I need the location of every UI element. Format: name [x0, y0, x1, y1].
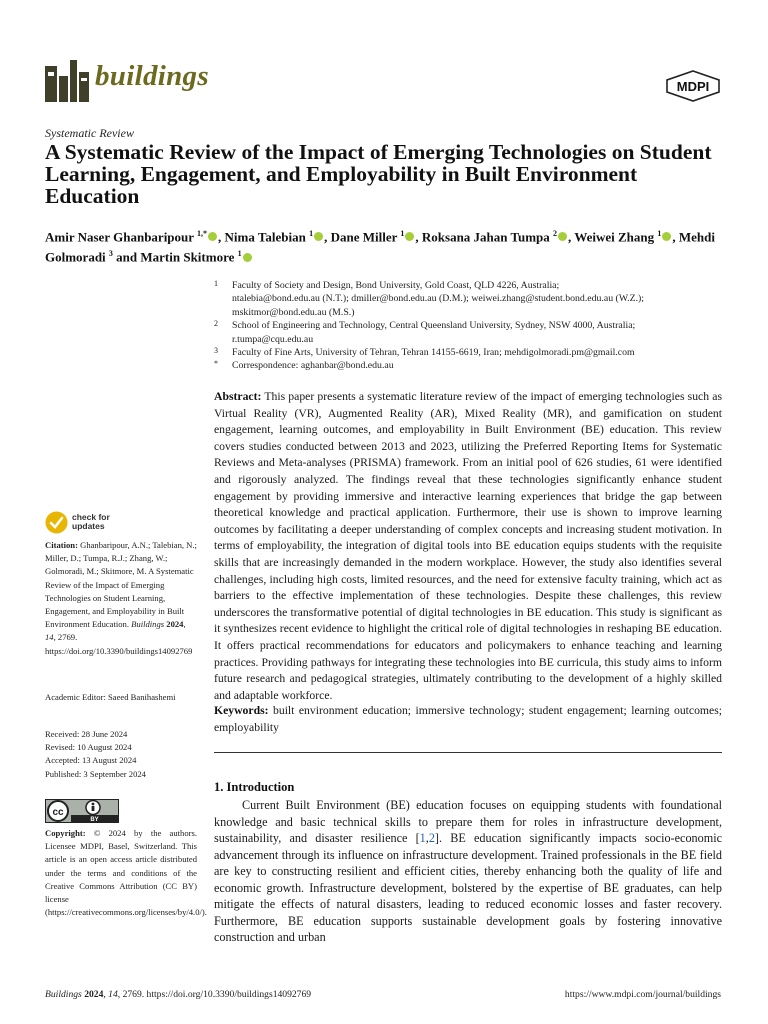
footer-year: 2024	[84, 989, 104, 1000]
academic-editor: Academic Editor: Saeed Banihashemi	[45, 692, 176, 702]
keywords-text: built environment education; immersive technology; student engagement; learning outcomes; employability	[214, 704, 723, 734]
author-name: Nima Talebian	[224, 229, 306, 245]
reference-separator: ,	[425, 831, 429, 845]
revised-date: Revised: 10 August 2024	[45, 742, 132, 753]
affiliation-marker: 3	[214, 346, 218, 356]
cc-by-label: BY	[90, 817, 99, 823]
intro-text-part-1: Current Built Environment (BE) education focuses on equipping students with foundational knowledge and basic technical skills to prepare them for roles in infrastructure development, sustainability, and disaster resilience [	[214, 798, 722, 845]
citation-journal: Buildings	[131, 619, 165, 630]
orcid-icon[interactable]	[314, 232, 323, 241]
affiliation-line: r.tumpa@cqu.edu.au	[232, 333, 314, 345]
introduction-paragraph	[214, 797, 722, 946]
accepted-date: Accepted: 13 August 2024	[45, 755, 137, 766]
affiliations	[214, 279, 714, 373]
author-name: Dane Miller	[330, 229, 398, 245]
copyright-label: Copyright:	[45, 828, 86, 838]
footer-citation: Buildings 2024, 14, 2769. https://doi.org/10.3390/buildings14092769	[45, 989, 312, 1000]
affiliation-item	[214, 359, 714, 372]
author-name: Roksana Jahan Tumpa	[421, 229, 550, 245]
article-type: Systematic Review	[45, 126, 134, 140]
citation-year: 2024	[166, 619, 184, 630]
orcid-icon[interactable]	[405, 232, 414, 241]
svg-text:MDPI: MDPI	[676, 79, 710, 94]
citation-volume: 14	[45, 632, 54, 643]
reference-link-1[interactable]: 1	[419, 831, 426, 845]
check-updates-line-1: check for	[72, 512, 110, 522]
author-separator: ,	[415, 229, 422, 245]
author-separator: ,	[218, 229, 225, 245]
reference-link-2[interactable]: 2	[428, 831, 435, 845]
affiliation-line: mskitmor@bond.edu.au (M.S.)	[232, 306, 355, 318]
publication-dates	[45, 728, 197, 781]
author-separator: and	[112, 249, 141, 265]
affiliation-marker: 2	[214, 319, 218, 329]
orcid-icon[interactable]	[558, 232, 567, 241]
abstract	[214, 389, 722, 704]
affiliation-item	[214, 319, 714, 346]
abstract-text: This paper presents a systematic literature review of the impact of emerging technologies such as Virtual Reality (VR), Augmented Reality (AR), Mixed Reality (MR), and gamification on student engagement, learning outcomes, and employability in Built Environment (BE) education. This review covers studies conducted between 2013 and 2023, utilizing the Preferred Reporting Items for Systematic Reviews and Meta-analyses (PRISMA) framework. From an initial pool of 626 studies, 61 were identified and rigorously analyzed. The findings reveal that these technologies significantly enhance student engagement by providing immersive and interactive learning experiences that bridge the gap between theoretical knowledge and practical application. Furthermore, their use is shown to improve learning outcomes by facilitating a deeper understanding of complex concepts and increasing student motivation. In terms of employability, the integration of digital tools into BE education equips students with the requisite skills that are increasingly demanded in the modern workplace. However, the study also identifies several challenges, including high costs, limited resources, and the need for extensive faculty training, which act as barriers to the effective implementation of these technologies. Despite these challenges, this review underscores the transformative potential of digital technologies in BE education. This study is significant as it synthesizes recent evidence to highlight the critical role of digital technologies in reshaping BE education. It offers practical recommendations for educators and policymakers to enhance teaching and learning practices. Providing pathways for integrating these technologies into BE curricula, this study aims to inform future research and pedagogical strategies, ultimately contributing to the development of a highly skilled and adaptable workforce.	[214, 390, 722, 702]
check-for-updates-button[interactable]	[45, 511, 125, 535]
author-affiliation-marker: 1	[657, 229, 662, 238]
received-date: Received: 28 June 2024	[45, 729, 128, 739]
journal-name: buildings	[95, 60, 209, 92]
footer-journal-url[interactable]: https://www.mdpi.com/journal/buildings	[564, 989, 721, 1000]
affiliation-item	[214, 279, 714, 319]
author-name: Martin Skitmore	[140, 249, 235, 265]
affiliation-item	[214, 346, 714, 359]
affiliation-marker: 1	[214, 279, 218, 288]
affiliation-line: School of Engineering and Technology, Central Queensland University, Sydney, NSW 4000, Australia;	[232, 320, 636, 332]
author-affiliation-marker: 1,*	[197, 229, 208, 238]
check-updates-icon	[45, 511, 68, 534]
keywords-label: Keywords:	[214, 704, 269, 717]
divider	[214, 752, 722, 753]
keywords	[214, 703, 722, 736]
footer-volume: 14	[108, 989, 118, 1000]
author-list	[45, 225, 735, 266]
footer-doi[interactable]: , 2769. https://doi.org/10.3390/buildings14092769	[117, 989, 312, 1000]
affiliation-marker: *	[214, 359, 218, 369]
affiliation-line: Faculty of Society and Design, Bond University, Gold Coast, QLD 4226, Australia;	[232, 280, 560, 291]
author-name: Amir Naser Ghanbaripour	[45, 229, 194, 245]
author-separator: ,	[568, 229, 575, 245]
published-date: Published: 3 September 2024	[45, 768, 146, 779]
citation-block: Citation: Ghanbaripour, A.N.; Talebian, N.; Miller, D.; Tumpa, R.J.; Zhang, W.; Golmoradi, M.; Skitmore, M. A Systematic Review of the Impact of Emerging Technologies on Student Learning, Engagement, and Employability in Built Environment Education. Buildings 2024, 14, 2769. https://doi.org/10.3390/buildings14092769	[45, 540, 197, 656]
author-name: Mehdi Golmoradi	[45, 229, 716, 265]
svg-text:cc: cc	[52, 807, 64, 818]
author-separator: ,	[324, 229, 331, 245]
citation-label: Citation:	[45, 540, 78, 550]
footer-journal: Buildings	[45, 989, 82, 1000]
author-affiliation-marker: 1	[309, 229, 314, 238]
check-updates-line-2: updates	[72, 521, 105, 531]
author-affiliation-marker: 3	[108, 249, 113, 259]
author-affiliation-marker: 2	[553, 229, 558, 238]
cc-by-license-icon[interactable]	[45, 799, 119, 823]
affiliation-line: Faculty of Fine Arts, University of Tehran, Tehran 14155-6619, Iran; mehdigolmoradi.pm@gmail.com	[232, 347, 635, 359]
orcid-icon[interactable]	[243, 253, 252, 262]
author-affiliation-marker: 1	[237, 249, 242, 259]
citation-text: Ghanbaripour, A.N.; Talebian, N.; Miller, D.; Tumpa, R.J.; Zhang, W.; Golmoradi, M.; Skitmore, M. A Systematic Review of the Impact of Emerging Technologies on Student Learning, Engagement, and Employability in Built Environment Education.	[45, 540, 197, 630]
abstract-label: Abstract:	[214, 390, 262, 403]
author-separator: ,	[672, 229, 676, 245]
orcid-icon[interactable]	[208, 232, 217, 241]
author-affiliation-marker: 1	[400, 229, 405, 238]
affiliation-line: Correspondence: aghanbar@bond.edu.au	[232, 360, 394, 372]
intro-text-part-2: ]. BE education significantly impacts socio-economic advancement through its influence on infrastructure development. Trained professionals in the BE field are key to constructing resilient and efficient cities, thereby enhancing both the quality of life and economic growth. Infrastructure development, bolstered by the expertise of BE graduates, can help mitigate the effects of natural disasters, leading to reduced economic losses and faster recovery. Furthermore, BE education supports sustainable development goals by fostering innovative construction and urban	[214, 831, 722, 944]
citation-doi[interactable]: , 2769. https://doi.org/10.3390/buildings14092769	[45, 632, 193, 656]
section-heading-introduction: 1. Introduction	[214, 780, 295, 794]
article-title: A Systematic Review of the Impact of Emerging Technologies on Student Learning, Engagement, and Employability in Built Environment Education	[45, 140, 712, 208]
author-name: Weiwei Zhang	[574, 229, 655, 245]
copyright-text: © 2024 by the authors. Licensee MDPI, Basel, Switzerland. This article is an open access article distributed under the terms and conditions of the Creative Commons Attribution (CC BY) license (https://creativecommons.org/licenses/by/4.0/).	[45, 828, 207, 918]
affiliation-line: ntalebia@bond.edu.au (N.T.); dmiller@bond.edu.au (D.M.); weiwei.zhang@student.bond.edu.au (W.Z.);	[232, 293, 645, 305]
orcid-icon[interactable]	[662, 232, 671, 241]
buildings-journal-logo-icon	[45, 60, 89, 102]
mdpi-logo-icon	[665, 70, 721, 102]
copyright-notice	[45, 827, 207, 919]
